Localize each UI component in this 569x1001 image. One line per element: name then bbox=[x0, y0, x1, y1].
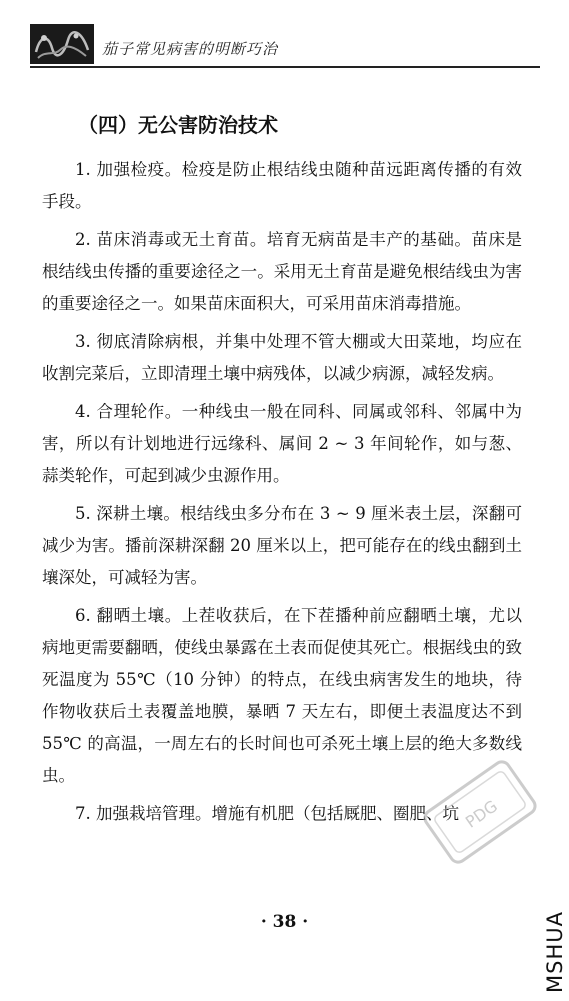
page-number: · 38 · bbox=[260, 912, 309, 932]
watermark-stamp bbox=[400, 752, 560, 872]
paragraph-1: 1. 加强检疫。检疫是防止根结线虫随种苗远距离传播的有效手段。 bbox=[42, 160, 522, 211]
running-header-title: 茄子常见病害的明断巧治 bbox=[102, 40, 279, 58]
body-text bbox=[42, 154, 522, 830]
header-rule bbox=[30, 66, 540, 68]
section-heading: （四）无公害防治技术 bbox=[78, 113, 278, 137]
watermark-stamp-text: PDG bbox=[461, 796, 501, 832]
paragraph-5: 5. 深耕土壤。根结线虫多分布在 3 ~ 9 厘米表土层，深翻可减少为害。播前深耕深翻 20 厘米以上，把可能存在的线虫翻到土壤深处，可减轻为害。 bbox=[42, 504, 522, 587]
paragraph-6: 6. 翻晒土壤。上茬收获后，在下茬播种前应翻晒土壤，尤以病地更需要翻晒，使线虫暴露在土表而促使其死亡。根据线虫的致死温度为 55℃（10 分钟）的特点，在线虫病害发生的地块，待作物收获后土表覆盖地膜，暴晒 7 天左右，即便土表温度达不到 55℃ 的高温，一周左右的长时间也可杀死土壤上层的绝大多数线虫。 bbox=[42, 606, 522, 785]
header-logo bbox=[30, 24, 94, 64]
paragraph-4: 4. 合理轮作。一种线虫一般在同科、同属或邻科、邻属中为害，所以有计划地进行远缘科、属间 2 ~ 3 年间轮作，如与葱、蒜类轮作，可起到减少虫源作用。 bbox=[42, 402, 522, 485]
side-watermark: MSHUA bbox=[543, 911, 567, 993]
paragraph-7: 7. 加强栽培管理。增施有机肥（包括厩肥、圈肥、坑 bbox=[75, 804, 459, 823]
paragraph-2: 2. 苗床消毒或无土育苗。培育无病苗是丰产的基础。苗床是根结线虫传播的重要途径之一。采用无土育苗是避免根结线虫为害的重要途径之一。如果苗床面积大，可采用苗床消毒措施。 bbox=[42, 230, 522, 313]
paragraph-3: 3. 彻底清除病根，并集中处理不管大棚或大田菜地，均应在收割完菜后，立即清理土壤中病残体，以减少病源，减轻发病。 bbox=[42, 332, 522, 383]
